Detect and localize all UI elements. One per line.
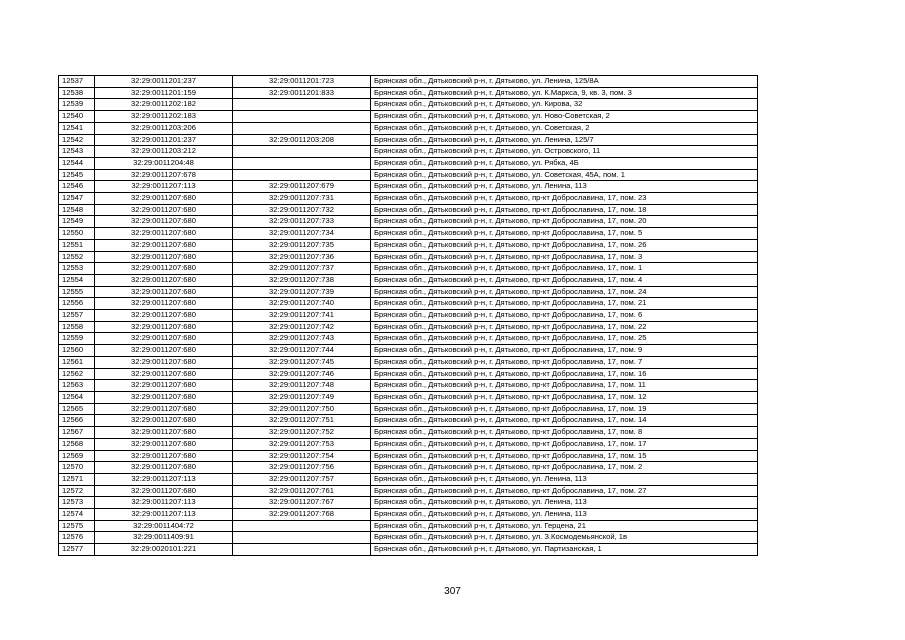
address-cell: Брянская обл., Дятьковский р-н, г. Дятьково, ул. Партизанская, 1 xyxy=(371,544,758,556)
object-cadastral-number-cell: 32:29:0011207:733 xyxy=(233,216,371,228)
row-number-cell: 12543 xyxy=(59,146,95,158)
address-cell: Брянская обл., Дятьковский р-н, г. Дятьково, пр-кт Доброславина, 17, пом. 9 xyxy=(371,345,758,357)
row-number-cell: 12548 xyxy=(59,204,95,216)
address-cell: Брянская обл., Дятьковский р-н, г. Дятьково, ул. Советская, 2 xyxy=(371,122,758,134)
row-number-cell: 12539 xyxy=(59,99,95,111)
table-row xyxy=(59,157,758,169)
table-row xyxy=(59,99,758,111)
row-number-cell: 12567 xyxy=(59,427,95,439)
row-number-cell: 12564 xyxy=(59,391,95,403)
cadastral-number-cell: 32:29:0011207:680 xyxy=(95,380,233,392)
object-cadastral-number-cell: 32:29:0011207:768 xyxy=(233,509,371,521)
table-row xyxy=(59,473,758,485)
cadastral-number-cell: 32:29:0011202:183 xyxy=(95,111,233,123)
object-cadastral-number-cell xyxy=(233,122,371,134)
object-cadastral-number-cell: 32:29:0011207:737 xyxy=(233,263,371,275)
page-number: 307 xyxy=(444,586,461,597)
address-cell: Брянская обл., Дятьковский р-н, г. Дятьково, пр-кт Доброславина, 17, пом. 18 xyxy=(371,204,758,216)
table-row xyxy=(59,274,758,286)
cadastral-number-cell: 32:29:0011207:113 xyxy=(95,509,233,521)
object-cadastral-number-cell: 32:29:0011207:735 xyxy=(233,239,371,251)
object-cadastral-number-cell: 32:29:0011207:731 xyxy=(233,193,371,205)
row-number-cell: 12555 xyxy=(59,286,95,298)
object-cadastral-number-cell: 32:29:0011207:757 xyxy=(233,473,371,485)
object-cadastral-number-cell: 32:29:0011207:734 xyxy=(233,228,371,240)
address-cell: Брянская обл., Дятьковский р-н, г. Дятьково, пр-кт Доброславина, 17, пом. 26 xyxy=(371,239,758,251)
cadastral-number-cell: 32:29:0011207:680 xyxy=(95,438,233,450)
cadastral-number-cell: 32:29:0011207:680 xyxy=(95,298,233,310)
cadastral-number-cell: 32:29:0011404:72 xyxy=(95,520,233,532)
address-cell: Брянская обл., Дятьковский р-н, г. Дятьково, пр-кт Доброславина, 17, пом. 11 xyxy=(371,380,758,392)
object-cadastral-number-cell: 32:29:0011207:750 xyxy=(233,403,371,415)
table-row xyxy=(59,122,758,134)
cadastral-number-cell: 32:29:0011207:680 xyxy=(95,204,233,216)
cadastral-number-cell: 32:29:0011207:113 xyxy=(95,497,233,509)
object-cadastral-number-cell: 32:29:0011207:739 xyxy=(233,286,371,298)
address-cell: Брянская обл., Дятьковский р-н, г. Дятьково, пр-кт Доброславина, 17, пом. 17 xyxy=(371,438,758,450)
address-cell: Брянская обл., Дятьковский р-н, г. Дятьково, пр-кт Доброславина, 17, пом. 19 xyxy=(371,403,758,415)
row-number-cell: 12559 xyxy=(59,333,95,345)
cadastral-number-cell: 32:29:0011207:680 xyxy=(95,345,233,357)
table-row xyxy=(59,356,758,368)
object-cadastral-number-cell: 32:29:0011207:761 xyxy=(233,485,371,497)
table-row xyxy=(59,462,758,474)
object-cadastral-number-cell: 32:29:0011201:723 xyxy=(233,76,371,88)
row-number-cell: 12545 xyxy=(59,169,95,181)
object-cadastral-number-cell xyxy=(233,111,371,123)
cadastral-number-cell: 32:29:0011207:680 xyxy=(95,333,233,345)
row-number-cell: 12541 xyxy=(59,122,95,134)
row-number-cell: 12549 xyxy=(59,216,95,228)
address-cell: Брянская обл., Дятьковский р-н, г. Дятьково, пр-кт Доброславина, 17, пом. 23 xyxy=(371,193,758,205)
cadastral-number-cell: 32:29:0011207:680 xyxy=(95,462,233,474)
row-number-cell: 12544 xyxy=(59,157,95,169)
row-number-cell: 12575 xyxy=(59,520,95,532)
object-cadastral-number-cell: 32:29:0011207:744 xyxy=(233,345,371,357)
address-cell: Брянская обл., Дятьковский р-н, г. Дятьково, пр-кт Доброславина, 17, пом. 16 xyxy=(371,368,758,380)
object-cadastral-number-cell xyxy=(233,544,371,556)
row-number-cell: 12563 xyxy=(59,380,95,392)
row-number-cell: 12538 xyxy=(59,87,95,99)
cadastral-number-cell: 32:29:0011201:237 xyxy=(95,76,233,88)
cadastral-number-cell: 32:29:0011207:680 xyxy=(95,228,233,240)
cadastral-number-cell: 32:29:0011207:680 xyxy=(95,251,233,263)
row-number-cell: 12574 xyxy=(59,509,95,521)
cadastral-number-cell: 32:29:0011409:91 xyxy=(95,532,233,544)
object-cadastral-number-cell xyxy=(233,157,371,169)
address-cell: Брянская обл., Дятьковский р-н, г. Дятьково, пр-кт Доброславина, 17, пом. 4 xyxy=(371,274,758,286)
row-number-cell: 12560 xyxy=(59,345,95,357)
cadastral-number-cell: 32:29:0011207:680 xyxy=(95,193,233,205)
cadastral-number-cell: 32:29:0011207:680 xyxy=(95,415,233,427)
address-cell: Брянская обл., Дятьковский р-н, г. Дятьково, ул. Ленина, 113 xyxy=(371,497,758,509)
row-number-cell: 12557 xyxy=(59,310,95,322)
object-cadastral-number-cell xyxy=(233,169,371,181)
table-row xyxy=(59,146,758,158)
address-cell: Брянская обл., Дятьковский р-н, г. Дятьково, пр-кт Доброславина, 17, пом. 21 xyxy=(371,298,758,310)
object-cadastral-number-cell: 32:29:0011207:749 xyxy=(233,391,371,403)
cadastral-number-cell: 32:29:0011207:680 xyxy=(95,286,233,298)
cadastral-number-cell: 32:29:0011207:113 xyxy=(95,181,233,193)
cadastral-number-cell: 32:29:0011207:680 xyxy=(95,239,233,251)
cadastral-number-cell: 32:29:0011207:678 xyxy=(95,169,233,181)
table-row xyxy=(59,345,758,357)
address-cell: Брянская обл., Дятьковский р-н, г. Дятьково, ул. Ленина, 113 xyxy=(371,181,758,193)
table-row xyxy=(59,134,758,146)
cadastral-number-cell: 32:29:0011202:182 xyxy=(95,99,233,111)
row-number-cell: 12546 xyxy=(59,181,95,193)
cadastral-number-cell: 32:29:0011207:680 xyxy=(95,263,233,275)
row-number-cell: 12569 xyxy=(59,450,95,462)
row-number-cell: 12542 xyxy=(59,134,95,146)
row-number-cell: 12566 xyxy=(59,415,95,427)
object-cadastral-number-cell: 32:29:0011207:741 xyxy=(233,310,371,322)
object-cadastral-number-cell: 32:29:0011207:743 xyxy=(233,333,371,345)
cadastral-number-cell: 32:29:0011207:680 xyxy=(95,450,233,462)
table-row xyxy=(59,509,758,521)
row-number-cell: 12556 xyxy=(59,298,95,310)
table-row xyxy=(59,181,758,193)
object-cadastral-number-cell: 32:29:0011207:767 xyxy=(233,497,371,509)
cadastral-number-cell: 32:29:0011207:680 xyxy=(95,403,233,415)
address-cell: Брянская обл., Дятьковский р-н, г. Дятьково, пр-кт Доброславина, 17, пом. 14 xyxy=(371,415,758,427)
address-cell: Брянская обл., Дятьковский р-н, г. Дятьково, пр-кт Доброславина, 17, пом. 6 xyxy=(371,310,758,322)
table-row xyxy=(59,368,758,380)
row-number-cell: 12547 xyxy=(59,193,95,205)
address-cell: Брянская обл., Дятьковский р-н, г. Дятьково, пр-кт Доброславина, 17, пом. 1 xyxy=(371,263,758,275)
row-number-cell: 12568 xyxy=(59,438,95,450)
row-number-cell: 12561 xyxy=(59,356,95,368)
object-cadastral-number-cell xyxy=(233,146,371,158)
address-cell: Брянская обл., Дятьковский р-н, г. Дятьково, ул. Советская, 45А, пом. 1 xyxy=(371,169,758,181)
row-number-cell: 12558 xyxy=(59,321,95,333)
table-row xyxy=(59,239,758,251)
row-number-cell: 12553 xyxy=(59,263,95,275)
address-cell: Брянская обл., Дятьковский р-н, г. Дятьково, ул. Островского, 11 xyxy=(371,146,758,158)
address-cell: Брянская обл., Дятьковский р-н, г. Дятьково, пр-кт Доброславина, 17, пом. 8 xyxy=(371,427,758,439)
object-cadastral-number-cell: 32:29:0011201:833 xyxy=(233,87,371,99)
row-number-cell: 12570 xyxy=(59,462,95,474)
cadastral-number-cell: 32:29:0011203:212 xyxy=(95,146,233,158)
row-number-cell: 12550 xyxy=(59,228,95,240)
table-row xyxy=(59,438,758,450)
object-cadastral-number-cell: 32:29:0011207:756 xyxy=(233,462,371,474)
cadastral-number-cell: 32:29:0011207:680 xyxy=(95,427,233,439)
table-row xyxy=(59,380,758,392)
table-row xyxy=(59,485,758,497)
object-cadastral-number-cell: 32:29:0011207:740 xyxy=(233,298,371,310)
address-cell: Брянская обл., Дятьковский р-н, г. Дятьково, ул. Ленина, 113 xyxy=(371,509,758,521)
address-cell: Брянская обл., Дятьковский р-н, г. Дятьково, пр-кт Доброславина, 17, пом. 7 xyxy=(371,356,758,368)
row-number-cell: 12562 xyxy=(59,368,95,380)
cadastral-number-cell: 32:29:0011207:680 xyxy=(95,310,233,322)
table-row xyxy=(59,286,758,298)
table-row xyxy=(59,298,758,310)
table-row xyxy=(59,532,758,544)
cadastral-number-cell: 32:29:0011207:680 xyxy=(95,216,233,228)
object-cadastral-number-cell xyxy=(233,520,371,532)
table-row xyxy=(59,216,758,228)
table-row xyxy=(59,427,758,439)
table-row xyxy=(59,310,758,322)
table-row xyxy=(59,544,758,556)
address-cell: Брянская обл., Дятьковский р-н, г. Дятьково, ул. Ленина, 125/7 xyxy=(371,134,758,146)
address-cell: Брянская обл., Дятьковский р-н, г. Дятьково, ул. К.Маркса, 9, кв. 3, пом. 3 xyxy=(371,87,758,99)
object-cadastral-number-cell: 32:29:0011207:679 xyxy=(233,181,371,193)
property-table xyxy=(58,75,758,556)
table-row xyxy=(59,403,758,415)
property-table-body xyxy=(59,76,758,556)
object-cadastral-number-cell: 32:29:0011207:736 xyxy=(233,251,371,263)
object-cadastral-number-cell: 32:29:0011207:732 xyxy=(233,204,371,216)
row-number-cell: 12577 xyxy=(59,544,95,556)
row-number-cell: 12554 xyxy=(59,274,95,286)
object-cadastral-number-cell xyxy=(233,532,371,544)
cadastral-number-cell: 32:29:0011201:237 xyxy=(95,134,233,146)
row-number-cell: 12573 xyxy=(59,497,95,509)
row-number-cell: 12537 xyxy=(59,76,95,88)
cadastral-number-cell: 32:29:0011203:206 xyxy=(95,122,233,134)
address-cell: Брянская обл., Дятьковский р-н, г. Дятьково, пр-кт Доброславина, 17, пом. 20 xyxy=(371,216,758,228)
table-row xyxy=(59,204,758,216)
table-row xyxy=(59,497,758,509)
cadastral-number-cell: 32:29:0011207:680 xyxy=(95,321,233,333)
table-row xyxy=(59,321,758,333)
address-cell: Брянская обл., Дятьковский р-н, г. Дятьково, пр-кт Доброславина, 17, пом. 25 xyxy=(371,333,758,345)
object-cadastral-number-cell: 32:29:0011207:742 xyxy=(233,321,371,333)
address-cell: Брянская обл., Дятьковский р-н, г. Дятьково, пр-кт Доброславина, 17, пом. 2 xyxy=(371,462,758,474)
address-cell: Брянская обл., Дятьковский р-н, г. Дятьково, пр-кт Доброславина, 17, пом. 15 xyxy=(371,450,758,462)
object-cadastral-number-cell: 32:29:0011207:754 xyxy=(233,450,371,462)
address-cell: Брянская обл., Дятьковский р-н, г. Дятьково, ул. Ленина, 113 xyxy=(371,473,758,485)
table-row xyxy=(59,263,758,275)
table-row xyxy=(59,450,758,462)
row-number-cell: 12552 xyxy=(59,251,95,263)
row-number-cell: 12576 xyxy=(59,532,95,544)
address-cell: Брянская обл., Дятьковский р-н, г. Дятьково, пр-кт Доброславина, 17, пом. 5 xyxy=(371,228,758,240)
row-number-cell: 12571 xyxy=(59,473,95,485)
table-row xyxy=(59,228,758,240)
cadastral-number-cell: 32:29:0011207:680 xyxy=(95,485,233,497)
object-cadastral-number-cell: 32:29:0011207:738 xyxy=(233,274,371,286)
table-row xyxy=(59,520,758,532)
object-cadastral-number-cell: 32:29:0011207:745 xyxy=(233,356,371,368)
table-row xyxy=(59,76,758,88)
object-cadastral-number-cell: 32:29:0011207:748 xyxy=(233,380,371,392)
row-number-cell: 12551 xyxy=(59,239,95,251)
address-cell: Брянская обл., Дятьковский р-н, г. Дятьково, ул. Ленина, 125/8А xyxy=(371,76,758,88)
cadastral-number-cell: 32:29:0011207:680 xyxy=(95,356,233,368)
table-row xyxy=(59,251,758,263)
table-row xyxy=(59,87,758,99)
address-cell: Брянская обл., Дятьковский р-н, г. Дятьково, ул. Рябка, 4Б xyxy=(371,157,758,169)
object-cadastral-number-cell: 32:29:0011203:208 xyxy=(233,134,371,146)
table-row xyxy=(59,169,758,181)
object-cadastral-number-cell: 32:29:0011207:751 xyxy=(233,415,371,427)
address-cell: Брянская обл., Дятьковский р-н, г. Дятьково, пр-кт Доброславина, 17, пом. 3 xyxy=(371,251,758,263)
address-cell: Брянская обл., Дятьковский р-н, г. Дятьково, ул. Ново-Советская, 2 xyxy=(371,111,758,123)
object-cadastral-number-cell: 32:29:0011207:752 xyxy=(233,427,371,439)
address-cell: Брянская обл., Дятьковский р-н, г. Дятьково, пр-кт Доброславина, 17, пом. 12 xyxy=(371,391,758,403)
cadastral-number-cell: 32:29:0020101:221 xyxy=(95,544,233,556)
object-cadastral-number-cell: 32:29:0011207:746 xyxy=(233,368,371,380)
cadastral-number-cell: 32:29:0011207:113 xyxy=(95,473,233,485)
cadastral-number-cell: 32:29:0011207:680 xyxy=(95,274,233,286)
address-cell: Брянская обл., Дятьковский р-н, г. Дятьково, пр-кт Доброславина, 17, пом. 27 xyxy=(371,485,758,497)
cadastral-number-cell: 32:29:0011201:159 xyxy=(95,87,233,99)
row-number-cell: 12572 xyxy=(59,485,95,497)
table-row xyxy=(59,415,758,427)
table-row xyxy=(59,193,758,205)
address-cell: Брянская обл., Дятьковский р-н, г. Дятьково, ул. Герцена, 21 xyxy=(371,520,758,532)
object-cadastral-number-cell: 32:29:0011207:753 xyxy=(233,438,371,450)
address-cell: Брянская обл., Дятьковский р-н, г. Дятьково, ул. Кирова, 32 xyxy=(371,99,758,111)
row-number-cell: 12565 xyxy=(59,403,95,415)
address-cell: Брянская обл., Дятьковский р-н, г. Дятьково, пр-кт Доброславина, 17, пом. 24 xyxy=(371,286,758,298)
table-row xyxy=(59,111,758,123)
cadastral-number-cell: 32:29:0011207:680 xyxy=(95,391,233,403)
cadastral-number-cell: 32:29:0011207:680 xyxy=(95,368,233,380)
cadastral-number-cell: 32:29:0011204:48 xyxy=(95,157,233,169)
row-number-cell: 12540 xyxy=(59,111,95,123)
object-cadastral-number-cell xyxy=(233,99,371,111)
address-cell: Брянская обл., Дятьковский р-н, г. Дятьково, пр-кт Доброславина, 17, пом. 22 xyxy=(371,321,758,333)
table-row xyxy=(59,333,758,345)
address-cell: Брянская обл., Дятьковский р-н, г. Дятьково, ул. З.Космодемьянской, 1в xyxy=(371,532,758,544)
table-row xyxy=(59,391,758,403)
